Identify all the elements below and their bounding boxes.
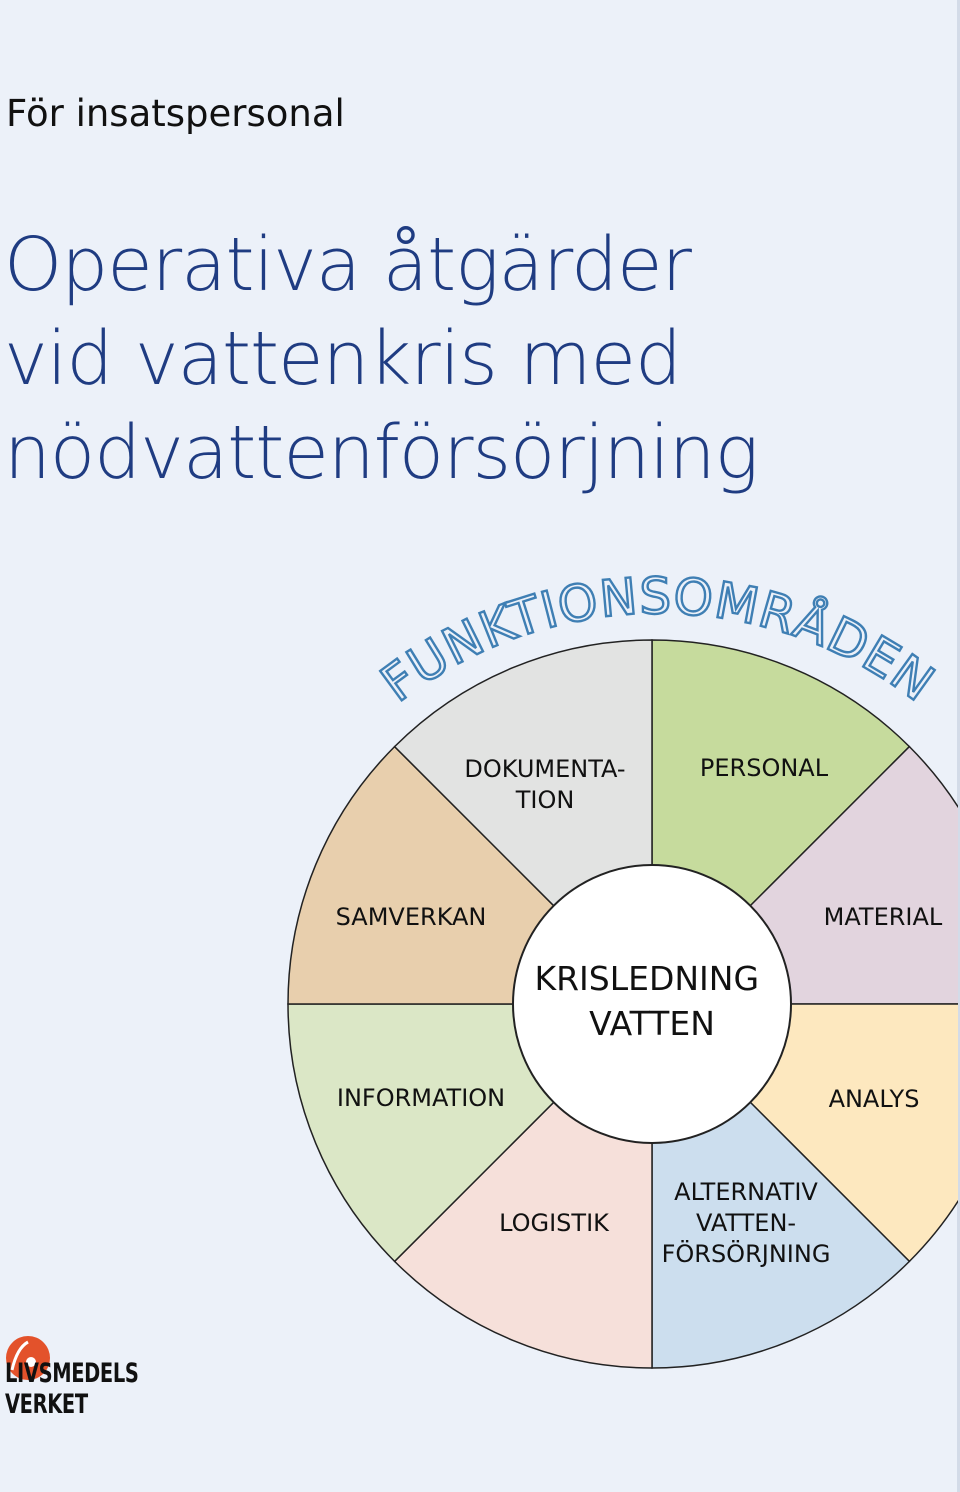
center-label-line-1: KRISLEDNING (534, 959, 760, 998)
segment-label-line: VATTEN- (695, 1209, 797, 1237)
segment-label-line: ALTERNATIV (674, 1178, 818, 1206)
segment-label-line: ANALYS (828, 1085, 920, 1113)
logo-line-2: VERKET (5, 1389, 88, 1420)
segment-label-material (824, 903, 943, 931)
segment-label-logistik (499, 1209, 610, 1237)
title-line-2: vid vattenkris med (4, 316, 681, 402)
segment-label-line: INFORMATION (336, 1084, 506, 1112)
segment-label-line: TION (515, 786, 575, 814)
segment-label-samverkan (336, 903, 487, 931)
segment-label-line: PERSONAL (699, 754, 829, 782)
segment-label-line: LOGISTIK (499, 1209, 609, 1237)
segment-label-line: FÖRSÖRJNING (661, 1240, 831, 1268)
document-title (4, 218, 758, 500)
segment-label-line: DOKUMENTA- (464, 755, 626, 783)
segment-label-analys (829, 1085, 920, 1113)
segment-label-line: SAMVERKAN (335, 903, 487, 931)
segment-label-information (337, 1084, 505, 1112)
title-line-3: nödvattenförsörjning (4, 410, 759, 496)
function-areas-wheel (0, 560, 960, 1380)
segment-label-line: MATERIAL (823, 903, 943, 931)
logo-line-1: LIVSMEDELS (5, 1358, 139, 1389)
center-label-line-2: VATTEN (589, 1004, 715, 1043)
logo-wordmark (5, 1358, 139, 1420)
title-line-1: Operativa åtgärder (4, 222, 691, 308)
arc-title-text: FUNKTIONSOMRÅDEN (370, 567, 946, 713)
segment-label-personal (700, 754, 829, 782)
audience-subtitle: För insatspersonal (6, 92, 345, 135)
